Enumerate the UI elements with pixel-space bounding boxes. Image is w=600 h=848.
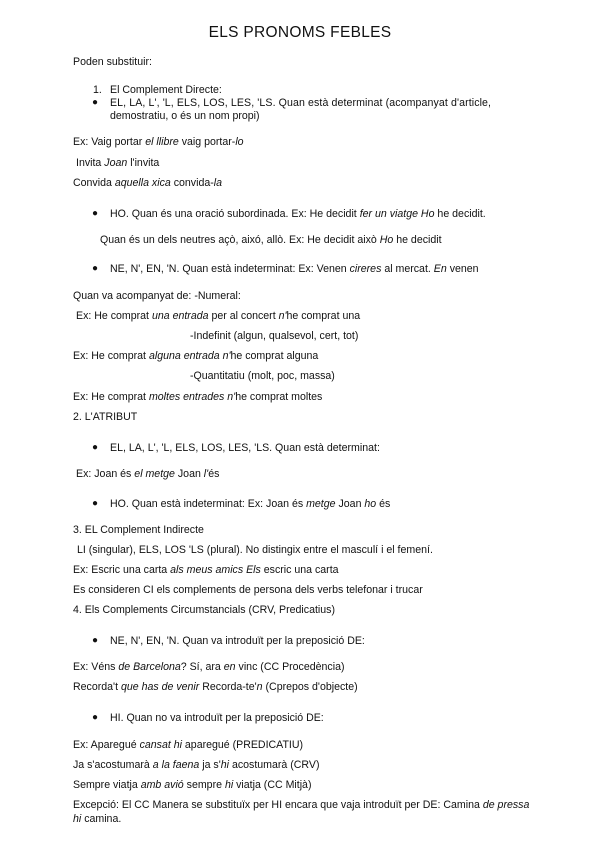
s3-line-2: Es consideren CI els complements de persona dels verbs telefonar i trucar bbox=[73, 584, 423, 596]
intro-text: Poden substituir: bbox=[73, 56, 152, 68]
s4-example-3: Ex: Aparegué cansat hi aparegué (PREDICATIU) bbox=[73, 739, 304, 751]
s4-heading: 4. Els Complements Circumstancials (CRV, Predicatius) bbox=[73, 604, 335, 616]
s3-line-1: LI (singular), ELS, LOS 'LS (plural). No distingix entre el masculí i el femení. bbox=[77, 544, 433, 556]
s4-example-1: Ex: Véns de Barcelona? Sí, ara en vinc (CC Procedència) bbox=[73, 661, 345, 673]
s1-bullet2: HO. Quan és una oració subordinada. Ex: He decidit fer un viatge Ho he decidit. bbox=[110, 208, 486, 220]
s2-example-1: Ex: Joan és el metge Joan l'és bbox=[76, 468, 220, 480]
s1-example-1: Ex: Vaig portar el llibre vaig portar-lo bbox=[73, 136, 244, 148]
s1-indefinit: -Indefinit (algun, qualsevol, cert, tot) bbox=[190, 330, 359, 342]
s2-heading: 2. L'ATRIBUT bbox=[73, 411, 138, 423]
s1-number: 1. bbox=[93, 84, 102, 96]
s1-bullet1-cont: demostratiu, o és un nom propi) bbox=[110, 110, 260, 122]
s1-example-2: Invita Joan l'invita bbox=[76, 157, 160, 169]
s4-exception-cont: hi camina. bbox=[73, 813, 122, 825]
s2-bullet2: HO. Quan està indeterminat: Ex: Joan és metge Joan ho és bbox=[110, 498, 391, 510]
s1-bullet2-cont: Quan és un dels neutres açò, aixó, allò. Ex: He decidit això Ho he decidit bbox=[100, 234, 442, 246]
s1-bullet1: EL, LA, L', 'L, ELS, LOS, LES, 'LS. Quan està determinat (acompanyat d'article, bbox=[110, 97, 492, 109]
s3-example-1: Ex: Escric una carta als meus amics Els escric una carta bbox=[73, 564, 339, 576]
bullet-icon: ● bbox=[92, 712, 99, 723]
s1-quantitatiu: -Quantitatiu (molt, poc, massa) bbox=[190, 370, 335, 382]
bullet-icon: ● bbox=[92, 442, 99, 453]
bullet-icon: ● bbox=[92, 208, 99, 219]
s2-bullet1: EL, LA, L', 'L, ELS, LOS, LES, 'LS. Quan està determinat: bbox=[110, 442, 380, 454]
s1-quan-text: Quan va acompanyat de: -Numeral: bbox=[73, 290, 241, 302]
s4-example-4: Ja s'acostumarà a la faena ja s'hi acostumarà (CRV) bbox=[73, 759, 320, 771]
s3-heading: 3. EL Complement Indirecte bbox=[73, 524, 204, 536]
s1-heading: El Complement Directe: bbox=[110, 84, 222, 96]
bullet-icon: ● bbox=[92, 263, 99, 274]
s1-example-4: Ex: He comprat una entrada per al concert n'he comprat una bbox=[76, 310, 361, 322]
s4-example-2: Recorda't que has de venir Recorda-te'n (Cprepos d'objecte) bbox=[73, 681, 358, 693]
page-title: ELS PRONOMS FEBLES bbox=[208, 24, 392, 41]
s4-example-5: Sempre viatja amb avió sempre hi viatja (CC Mitjà) bbox=[73, 779, 312, 791]
s1-example-3: Convida aquella xica convida-la bbox=[73, 177, 223, 189]
bullet-icon: ● bbox=[92, 498, 99, 509]
s1-example-6: Ex: He comprat moltes entrades n'he comprat moltes bbox=[73, 391, 323, 403]
s4-exception: Excepció: El CC Manera se substituïx per HI encara que vaja introduït per DE: Camina de pressa bbox=[73, 799, 530, 811]
bullet-icon: ● bbox=[92, 97, 99, 108]
bullet-icon: ● bbox=[92, 635, 99, 646]
s1-example-5: Ex: He comprat alguna entrada n'he comprat alguna bbox=[73, 350, 319, 362]
s4-bullet2: HI. Quan no va introduït per la preposició DE: bbox=[110, 712, 324, 724]
s1-bullet3: NE, N', EN, 'N. Quan està indeterminat: Ex: Venen cireres al mercat. En venen bbox=[110, 263, 479, 275]
s4-bullet1: NE, N', EN, 'N. Quan va introduït per la preposició DE: bbox=[110, 635, 365, 647]
